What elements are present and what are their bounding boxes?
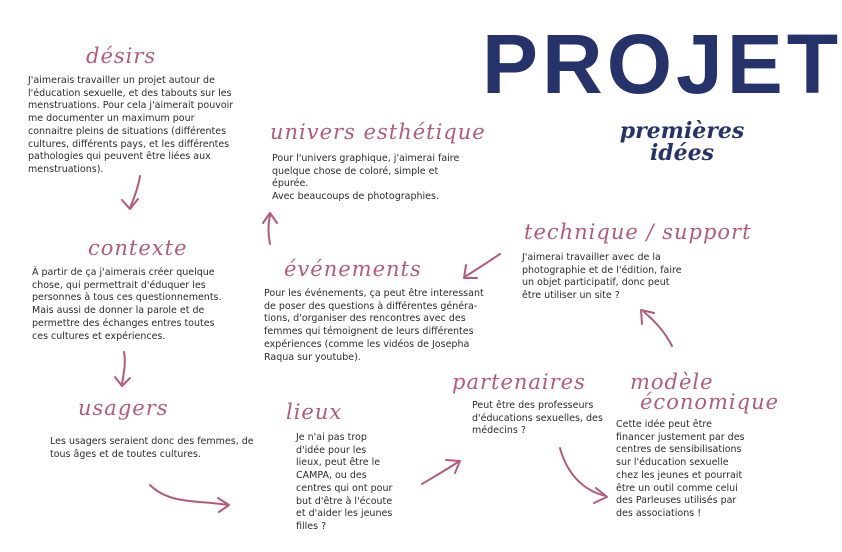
modele-text: Cette idée peut être financer justement par des centres de sensibilisations sur l'éducation sexuelle chez les jeunes et pourrait être un outil comme celui des Parleuses utilisés par des associations !	[616, 419, 745, 519]
contexte-heading: contexte	[88, 236, 188, 260]
desirs-heading: désirs	[86, 44, 157, 68]
contexte-text: À partir de ça j'aimerais créer quelque chose, qui permettrait d'éduquer les personnes à tous ces questionnements. Mais aussi de donner la parole et de permettre des échanges entres toutes ces cultures et expériences.	[32, 267, 222, 342]
univers-heading: univers esthétique	[270, 120, 486, 144]
arrow-to-univers	[263, 213, 277, 244]
lieux-text: Je n'ai pas trop d'idée pour les lieux, peut être le CAMPA, ou des centres qui ont pour but d'être à l'écoute et d'aider les jeunes filles ?	[296, 432, 393, 532]
partenaires-text: Peut être des professeurs d'éducations sexuelles, des médecins ?	[472, 400, 603, 437]
modele-heading-line2: économique	[640, 390, 780, 414]
evenements-heading: événements	[284, 257, 422, 281]
partenaires-heading: partenaires	[452, 370, 586, 394]
arrow-modele-to-technique	[641, 310, 672, 346]
technique-heading: technique / support	[524, 220, 752, 244]
arrow-desirs-to-contexte	[122, 176, 140, 209]
page-subtitle: premières idées	[619, 118, 745, 166]
arrow-partenaires-to-modele	[560, 448, 607, 503]
univers-text: Pour l'univers graphique, j'aimerai faire quelque chose de coloré, simple et épurée. Avec beaucoups de photographies.	[272, 153, 460, 203]
usagers-heading: usagers	[78, 396, 169, 420]
modele-heading-line1: modèle	[630, 370, 714, 394]
arrow-lieux-to-partenaires	[422, 460, 460, 484]
arrow-usagers-to-lieux	[150, 485, 229, 512]
arrow-technique-to-evenements	[464, 254, 500, 278]
arrow-contexte-to-usagers	[115, 352, 130, 386]
usagers-text: Les usagers seraient donc des femmes, de tous âges et de toutes cultures.	[50, 436, 254, 460]
desirs-text: J'aimerais travailler un projet autour de l'éducation sexuelle, et des tabouts sur les menstruations. Pour cela j'aimerait pouvoir me documenter un maximum pour connaitre pleins de situations (différentes cultures, différents pays, et les différentes pathologies qui peuvent être liées aux menstruations).	[28, 75, 234, 175]
evenements-text: Pour les événements, ça peut être interessant de poser des questions à différentes généra- tions, d'organiser des rencontres avec des femmes qui témoignent de leurs différentes expériences (comme les vidéos de Josepha Raqua sur youtube).	[264, 288, 484, 363]
lieux-heading: lieux	[286, 400, 343, 424]
technique-text: J'aimerai travailler avec de la photographie et de l'édition, faire un objet participatif, donc peut être utiliser un site ?	[522, 252, 682, 302]
page-title: PROJET	[482, 17, 842, 111]
